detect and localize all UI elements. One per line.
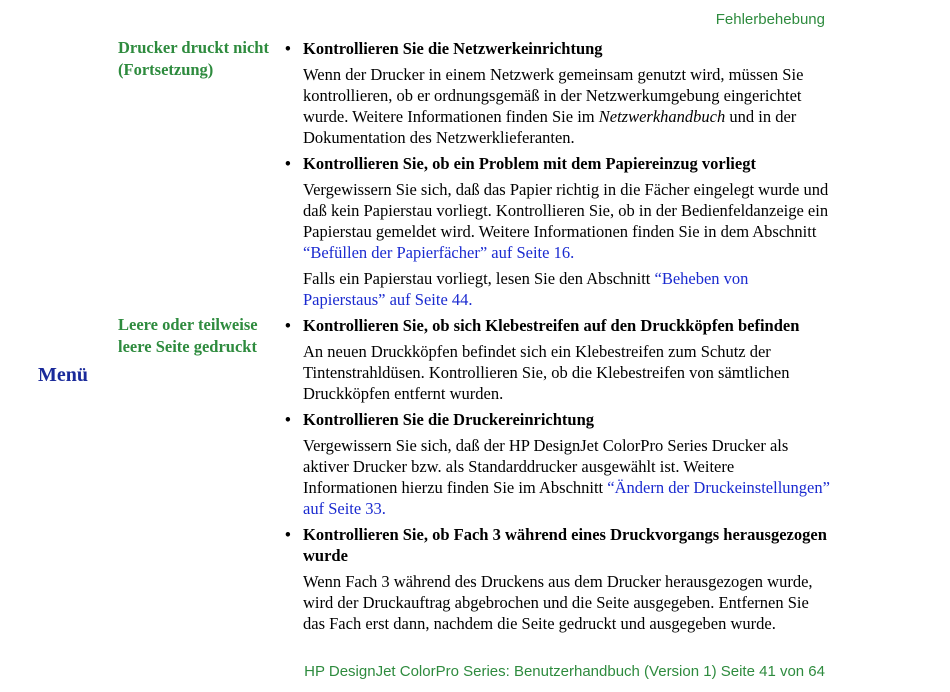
paragraph xyxy=(303,179,830,263)
bullet-title: Kontrollieren Sie, ob sich Klebestreifen auf den Druckköpfen befinden xyxy=(303,316,800,335)
section-label-line: (Fortsetzung) xyxy=(118,60,214,79)
section-label-line: Drucker druckt nicht xyxy=(118,38,269,57)
bullet-title: Kontrollieren Sie die Netzwerkeinrichtung xyxy=(303,39,603,58)
bullet-icon: • xyxy=(285,410,291,429)
paragraph xyxy=(303,268,830,310)
cross-reference-link[interactable]: “Ändern der Druckeinstellungen” auf Seite 33. xyxy=(303,478,830,518)
section-content-blank-page xyxy=(285,315,830,634)
bullet-item xyxy=(285,315,830,336)
menu-link[interactable]: Menü xyxy=(38,364,88,386)
bullet-item xyxy=(285,153,830,174)
section-label-blank-page xyxy=(118,314,283,358)
section-label-line: Leere oder teilweise xyxy=(118,315,258,334)
bullet-title: Kontrollieren Sie, ob Fach 3 während eines Druckvorgangs herausgezogen wurde xyxy=(303,525,827,565)
bullet-icon: • xyxy=(285,39,291,58)
bullet-title: Kontrollieren Sie, ob ein Problem mit dem Papiereinzug vorliegt xyxy=(303,154,756,173)
running-header: Fehlerbehebung xyxy=(715,11,825,28)
cross-reference-link[interactable]: “Beheben von Papierstaus” auf Seite 44. xyxy=(303,269,749,309)
paragraph-text: Wenn der Drucker in einem Netzwerk gemeinsam genutzt wird, müssen Sie kontrollieren, ob er ordnungsgemäß in der Netzwerkumgebung eingerichtet wurde. Weitere Informationen finden Sie im xyxy=(303,65,804,126)
bullet-item xyxy=(285,409,830,430)
paragraph xyxy=(303,341,830,404)
page-footer: HP DesignJet ColorPro Series: Benutzerhandbuch (Version 1) Seite 41 von 64 xyxy=(304,663,825,680)
section-label-printer-not-printing xyxy=(118,37,283,81)
bullet-item xyxy=(285,38,830,59)
section-label-line: leere Seite gedruckt xyxy=(118,337,257,356)
bullet-icon: • xyxy=(285,316,291,335)
cross-reference-link[interactable]: “Befüllen der Papierfächer” auf Seite 16. xyxy=(303,243,575,262)
paragraph xyxy=(303,571,830,634)
bullet-title: Kontrollieren Sie die Druckereinrichtung xyxy=(303,410,595,429)
paragraph-text: Vergewissern Sie sich, daß der HP DesignJet ColorPro Series Drucker als aktiver Drucker bzw. als Standarddrucker ausgewählt ist. Weitere Informationen hierzu finden Sie im Abschnitt xyxy=(303,436,789,497)
paragraph-text: An neuen Druckköpfen befindet sich ein Klebestreifen zum Schutz der Tintenstrahldüsen. Kontrollieren Sie, ob die Klebestreifen von sämtlichen Druckköpfen entfernt wurden. xyxy=(303,342,790,403)
paragraph xyxy=(303,64,830,148)
bullet-icon: • xyxy=(285,525,291,544)
section-content-printer-not-printing xyxy=(285,38,830,310)
bullet-item xyxy=(285,524,830,566)
paragraph-text: Vergewissern Sie sich, daß das Papier richtig in die Fächer eingelegt wurde und daß kein Papierstau vorliegt. Kontrollieren Sie, ob in der Bedienfeldanzeige ein Papierstau gemeldet wird. Weitere Informationen finden Sie in dem Abschnitt xyxy=(303,180,829,241)
book-title: Netzwerkhandbuch xyxy=(598,107,726,126)
paragraph-text: Wenn Fach 3 während des Druckens aus dem Drucker herausgezogen wurde, wird der Druckauftrag abgebrochen und die Seite ausgegeben. Entfernen Sie das Fach erst dann, nachdem die Seite gedruckt und ausgegeben wurde. xyxy=(303,572,813,633)
paragraph-text: und in der Dokumentation des Netzwerklieferanten. xyxy=(303,107,797,147)
paragraph-text: Falls ein Papierstau vorliegt, lesen Sie den Abschnitt xyxy=(303,269,651,288)
bullet-icon: • xyxy=(285,154,291,173)
paragraph xyxy=(303,435,830,519)
